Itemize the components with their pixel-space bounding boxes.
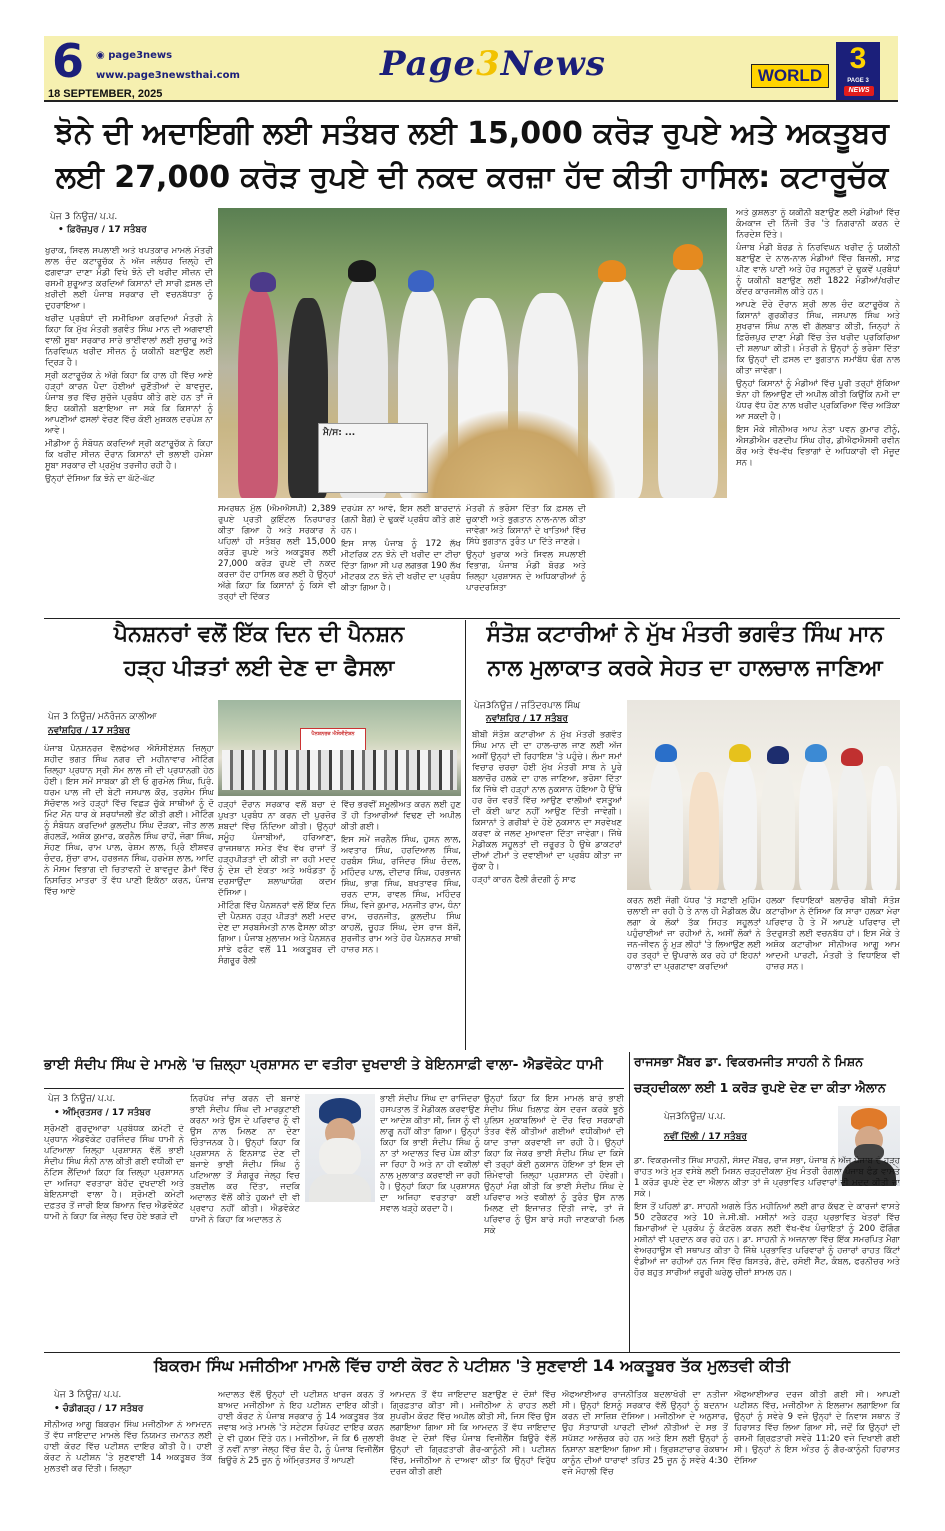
majithia-column-4: ਐਫਆਈਆਰ ਰਾਜਨੀਤਿਕ ਬਦਲਾਖੋਰੀ ਦਾ ਨਤੀਜਾ ਸੀ। ਉਨ੍ਹਾਂ ਇਸਨੂੰ ਸਰਕਾਰ ਵੱਲੋਂ ਉਨ੍ਹਾਂ ਨੂੰ ਬਦਨਾਮ ਕਰਨ ਦੀ ਸਾਜ਼ਿਸ਼ ਦੱਸਿਆ। ਮਜੀਠੀਆ ਦੇ ਅਨੁਸਾਰ, ਉਹ ਸੱਤਾਧਾਰੀ ਪਾਰਟੀ ਦੀਆਂ ਨੀਤੀਆਂ ਦੇ ਸਭ ਤੋਂ ਸਪੱਸ਼ਟ ਆਲੋਚਕ ਰਹੇ ਹਨ ਅਤੇ ਇਸ ਲਈ ਉਨ੍ਹਾਂ ਨੂੰ ਨਿਸ਼ਾਨਾ ਬਣਾਇਆ ਗਿਆ ਸੀ। ਭ੍ਰਿਸ਼ਟਾਚਾਰ ਰੋਕਥਾਮ ਕਾਨੂੰਨ ਦੀਆਂ ਧਾਰਾਵਾਂ ਤਹਿਤ 25 ਜੂਨ ਨੂੰ ਸਵੇਰੇ 4:30 ਵਜੇ ਮੋਹਾਲੀ ਵਿੱਚ [562, 1390, 728, 1477]
kataria-column-1 [472, 730, 622, 1050]
lead-paragraph: ਉਨ੍ਹਾਂ ਖੁਰਾਕ ਅਤੇ ਸਿਵਲ ਸਪਲਾਈ ਵਿਭਾਗ, ਪੰਜਾਬ ਮੰਡੀ ਬੋਰਡ ਅਤੇ ਜ਼ਿਲ੍ਹਾ ਪ੍ਰਸ਼ਾਸਨ ਦੇ ਅਧਿਕਾਰੀਆਂ ਨੂੰ ਪਾਰਦਰਸ਼ਿਤਾ [466, 550, 586, 593]
lead-paragraph: ਉਨ੍ਹਾਂ ਦੱਸਿਆ ਕਿ ਝੋਨੇ ਦਾ ਘੱਟੋ-ਘੱਟ [45, 474, 155, 484]
lead-dateline: • ਫ਼ਿਰੋਜ਼ਪੁਰ / 17 ਸਤੰਬਰ [58, 225, 147, 235]
section-divider [44, 1352, 900, 1353]
kataria-paragraph: ਕਰਨ ਲਈ ਜੰਗੀ ਪੱਧਰ 'ਤੇ ਸਫ਼ਾਈ ਮੁਹਿੰਮ ਚਲਾਈ ਜਾ ਰਹੀ ਹੈ ਤੇ ਨਾਲ ਹੀ ਮੈਡੀਕਲ ਕੈਂਪ ਲਗਾ ਕੇ ਲੋਕਾਂ ਤੱਕ ਸਿਹਤ ਸਹੂਲਤਾਂ ਪਹੁੰਚਾਈਆਂ ਜਾ ਰਹੀਆਂ ਨੇ, ਅਸੀਂ ਲੋਕਾਂ ਨੇ ਜਨ-ਜੀਵਨ ਨੂੰ ਮੁੜ ਲੀਹਾਂ 'ਤੇ ਲਿਆਉਣ ਲਈ ਹਰ ਤਰ੍ਹਾਂ ਦੇ ਉਪਰਾਲੇ ਕਰ ਰਹੇ ਹਾਂ ਇਹਨਾਂ ਹਾਲਾਤਾਂ ਦਾ ਪ੍ਰਗਟਾਵਾ ਕਰਦਿਆਂ [627, 896, 761, 972]
lead-column-2 [218, 504, 336, 616]
lead-paragraph: ਇਸ ਸਾਲ ਪੰਜਾਬ ਨੂੰ 172 ਲੱਖ ਮੀਟਰਿਕ ਟਨ ਝੋਨੇ ਦੀ ਖਰੀਦ ਦਾ ਟੀਚਾ ਦਿੱਤਾ ਗਿਆ ਸੀ ਪਰ ਲਗਭਗ 190 ਲੱਖ ਮੀਟਰਕ ਟਨ ਝੋਨੇ ਦੀ ਖਰੀਦ ਦਾ ਪ੍ਰਬੰਧ ਕੀਤਾ ਗਿਆ ਹੈ। [341, 539, 461, 593]
kataria-byline: ਪੇਜ3ਨਿਊਜ਼ / ਜਤਿੰਦਰਪਾਲ ਸਿੰਘ [474, 701, 581, 711]
dhami-column-2 [190, 1094, 300, 1348]
sahni-byline: ਪੇਜ3ਨਿਊਜ਼/ ਪ.ਪ. [664, 1112, 726, 1122]
dhami-column-3 [380, 1094, 480, 1348]
lead-column-3 [341, 504, 461, 616]
dhami-portrait-photo [305, 1094, 375, 1202]
kataria-dateline: ਨਵਾਂਸ਼ਹਿਰ / 17 ਸਤੰਬਰ [486, 714, 568, 724]
lead-paragraph: ਇਸ ਮੌਕੇ ਸੀਨੀਅਰ ਆਪ ਨੇਤਾ ਪਵਨ ਕੁਮਾਰ ਟੀਨੂੰ, ਐਸਡੀਐਮ ਰਣਦੀਪ ਸਿੰਘ ਹੀਰ, ਡੀਐਫਐਸਸੀ ਰਵੀਨ ਕੌਰ ਅਤੇ ਵੱਖ-ਵੱਖ ਵਿਭਾਗਾਂ ਦੇ ਅਧਿਕਾਰੀ ਵੀ ਮੌਜੂਦ ਸਨ। [736, 425, 900, 468]
lead-paragraph: ਸਮਰਥਨ ਮੁੱਲ (ਐਮਐਸਪੀ) 2,389 ਰੁਪਏ ਪ੍ਰਤੀ ਕੁਇੰਟਲ ਨਿਰਧਾਰਤ ਕੀਤਾ ਗਿਆ ਹੈ ਅਤੇ ਸਰਕਾਰ ਨੇ ਪਹਿਲਾਂ ਹੀ ਸਤੰਬਰ ਲਈ 15,000 ਕਰੋੜ ਰੁਪਏ ਅਤੇ ਅਕਤੂਬਰ ਲਈ 27,000 ਕਰੋੜ ਰੁਪਏ ਦੀ ਨਕਦ ਕਰਜ਼ਾ ਹੱਦ ਹਾਸਿਲ ਕਰ ਲਈ ਹੈ ਉਨ੍ਹਾਂ ਅੱਗੇ ਕਿਹਾ ਕਿ ਕਿਸਾਨਾਂ ਨੂੰ ਕਿਸੇ ਵੀ ਤਰ੍ਹਾਂ ਦੀ ਦਿੱਕਤ [218, 504, 336, 602]
pension-column-2 [218, 800, 336, 1050]
kataria-column-2 [627, 896, 761, 1050]
pension-dateline: ਨਵਾਂਸ਼ਹਿਰ / 17 ਸਤੰਬਰ [48, 726, 130, 736]
globe-icon: ◉ [96, 50, 109, 61]
page-number: 6 [52, 34, 85, 88]
kataria-paragraph: ਹਲਕਾ ਵਿਧਾਇਕਾਂ ਬਲਾਚੌਰ ਬੀਬੀ ਸੰਤੋਸ਼ ਕਟਾਰੀਆ ਨੇ ਦੱਸਿਆ ਕਿ ਸਾਰਾ ਹਲਕਾ ਮੇਰਾ ਪਰਿਵਾਰ ਹੈ ਤੇ ਮੈਂ ਆਪਣੇ ਪਰਿਵਾਰ ਦੀ ਤੰਦਰੁਸਤੀ ਲਈ ਵਚਨਬੱਧ ਹਾਂ। ਇਸ ਮੌਕੇ ਤੇ ਅਸ਼ੋਕ ਕਟਾਰੀਆ ਸੀਨੀਅਰ ਆਗੂ ਆਮ ਆਦਮੀ ਪਾਰਟੀ, ਮੰਤਰੀ ਤੇ ਵਿਧਾਇਕ ਵੀ ਹਾਜ਼ਰ ਸਨ। [766, 896, 900, 972]
lead-paragraph: ਆਪਣੇ ਦੌਰੇ ਦੌਰਾਨ ਸ਼੍ਰੀ ਲਾਲ ਚੰਦ ਕਟਾਰੂਚੱਕ ਨੇ ਕਿਸਾਨਾਂ ਗੁਰਕੀਰਤ ਸਿੰਘ, ਜਸਪਾਲ ਸਿੰਘ ਅਤੇ ਸੁਖਰਾਜ ਸਿੰਘ ਨਾਲ ਵੀ ਗੱਲਬਾਤ ਕੀਤੀ, ਜਿਨ੍ਹਾਂ ਨੇ ਫ਼ਿਰੋਜ਼ਪੁਰ ਦਾਣਾ ਮੰਡੀ ਵਿੱਚ ਤੇਜ਼ ਖਰੀਦ ਪ੍ਰਕਿਰਿਆ ਦੀ ਸ਼ਲਾਘਾ ਕੀਤੀ। ਮੰਤਰੀ ਨੇ ਉਨ੍ਹਾਂ ਨੂੰ ਭਰੋਸਾ ਦਿੱਤਾ ਕਿ ਉਨ੍ਹਾਂ ਦੀ ਫ਼ਸਲ ਦਾ ਭੁਗਤਾਨ ਸਮਾਂਬੱਧ ਢੰਗ ਨਾਲ ਕੀਤਾ ਜਾਵੇਗਾ। [736, 300, 900, 376]
section-label: WORLD [751, 64, 829, 88]
dhami-paragraph: ਨਿਰਪੱਖ ਜਾਂਚ ਕਰਨ ਦੀ ਬਜਾਏ ਭਾਈ ਸੰਦੀਪ ਸਿੰਘ ਦੀ ਮਾਰਕੁਟਾਈ ਕਰਨਾ ਅਤੇ ਉਸ ਦੇ ਪਰਿਵਾਰ ਨੂੰ ਵੀ ਉਸ ਨਾਲ ਮਿਲਣ ਨਾ ਦੇਣਾ ਚਿੰਤਾਜਨਕ ਹੈ। ਉਨ੍ਹਾਂ ਕਿਹਾ ਕਿ ਪ੍ਰਸ਼ਾਸਨ ਨੇ ਇਨਸਾਫ਼ ਦੇਣ ਦੀ ਬਜਾਏ ਭਾਈ ਸੰਦੀਪ ਸਿੰਘ ਨੂੰ ਪਟਿਆਲਾ ਤੋਂ ਸੰਗਰੂਰ ਜੇਲ੍ਹ ਵਿਚ ਤਬਦੀਲ ਕਰ ਦਿੱਤਾ, ਜਦਕਿ ਅਦਾਲਤ ਵੱਲੋਂ ਕੀਤੇ ਹੁਕਮਾਂ ਦੀ ਵੀ ਪ੍ਰਵਾਹ ਨਹੀਂ ਕੀਤੀ। ਐਡਵੋਕੇਟ ਧਾਮੀ ਨੇ ਕਿਹਾ ਕਿ ਅਦਾਲਤ ਨੇ [190, 1094, 300, 1225]
lead-paragraph: ਖੁਰਾਕ, ਸਿਵਲ ਸਪਲਾਈ ਅਤੇ ਖਪਤਕਾਰ ਮਾਮਲੇ ਮੰਤਰੀ ਲਾਲ ਚੰਦ ਕਟਾਰੂਚੱਕ ਨੇ ਅੱਜ ਜਲੰਧਰ ਜ਼ਿਲ੍ਹੇ ਦੀ ਫਗਵਾੜਾ ਦਾਣਾ ਮੰਡੀ ਵਿਖੇ ਝੋਨੇ ਦੀ ਖਰੀਦ ਸੀਜ਼ਨ ਦੀ ਰਸਮੀ ਸ਼ੁਰੂਆਤ ਕਰਦਿਆਂ ਕਿਸਾਨਾਂ ਦੀ ਸਾਰੀ ਫ਼ਸਲ ਦੀ ਖ਼ਰੀਦੀ ਲਈ ਪੰਜਾਬ ਸਰਕਾਰ ਦੀ ਵਚਨਬੱਧਤਾ ਨੂੰ ਦੁਹਰਾਇਆ। [45, 246, 213, 311]
kataria-photo [627, 700, 900, 890]
dhami-paragraph: ਭਾਈ ਸੰਦੀਪ ਸਿੰਘ ਦਾ ਰਾਜਿੰਦਰਾ ਹਸਪਤਾਲ ਤੋਂ ਮੈਡੀਕਲ ਕਰਵਾਉਣ ਦਾ ਆਦੇਸ਼ ਕੀਤਾ ਸੀ, ਜਿਸ ਨੂੰ ਵੀ ਲਾਗੂ ਨਹੀਂ ਕੀਤਾ ਗਿਆ। ਉਨ੍ਹਾਂ ਕਿਹਾ ਕਿ ਭਾਈ ਸੰਦੀਪ ਸਿੰਘ ਨੂੰ ਨਾ ਤਾਂ ਅਦਾਲਤ ਵਿਚ ਪੇਸ਼ ਕੀਤਾ ਜਾ ਰਿਹਾ ਹੈ ਅਤੇ ਨਾ ਹੀ ਵਕੀਲਾਂ ਨਾਲ ਮੁਲਾਕਾਤ ਕਰਵਾਈ ਜਾ ਰਹੀ ਹੈ। ਉਨ੍ਹਾਂ ਕਿਹਾ ਕਿ ਪ੍ਰਸ਼ਾਸਨ ਦਾ ਅਜਿਹਾ ਵਰਤਾਰਾ ਕਈ ਸਵਾਲ ਖੜ੍ਹੇ ਕਰਦਾ ਹੈ। [380, 1094, 480, 1214]
kataria-paragraph: ਹੜ੍ਹਾਂ ਕਾਰਨ ਫੈਲੀ ਗੰਦਗੀ ਨੂੰ ਸਾਫ [472, 875, 576, 885]
kataria-headline-line2: ਨਾਲ ਮੁਲਾਕਾਤ ਕਰਕੇ ਸੇਹਤ ਦਾ ਹਾਲਚਾਲ ਜਾਣਿਆ [487, 656, 883, 681]
logo-text: PAGE 3 [847, 78, 869, 84]
dhami-byline: ਪੇਜ 3 ਨਿਊਜ਼/ ਪ.ਪ. [48, 1094, 116, 1104]
lead-paragraph: ਮੰਤਰੀ ਨੇ ਭਰੋਸਾ ਦਿੱਤਾ ਕਿ ਫ਼ਸਲ ਦੀ ਚੁਕਾਈ ਅਤੇ ਭੁਗਤਾਨ ਨਾਲ-ਨਾਲ ਕੀਤਾ ਜਾਵੇਗਾ ਅਤੇ ਕਿਸਾਨਾਂ ਦੇ ਖਾਤਿਆਂ ਵਿੱਚ ਸਿੱਧੇ ਭੁਗਤਾਨ ਤੁਰੰਤ ਪਾ ਦਿੱਤੇ ਜਾਣਗੇ। [466, 504, 586, 547]
issue-date: 18 SEPTEMBER, 2025 [48, 88, 163, 100]
pension-paragraph: ਹੜ੍ਹਾਂ ਦੌਰਾਨ ਸਰਕਾਰ ਵਲੋਂ ਬਚਾ ਦੇ ਪੁਖਤਾ ਪ੍ਰਬੰਧ ਨਾ ਕਰਨ ਦੀ ਪੁਰਜ਼ੋਰ ਸ਼ਬਦਾਂ ਵਿੱਚ ਨਿੰਦਿਆ ਕੀਤੀ। ਉਨ੍ਹਾਂ ਸਮੂੰਹ ਪੰਜਾਬੀਆਂ, ਹਰਿਆਣਾ, ਰਾਜਸਥਾਨ ਸਮੇਤ ਵੱਖ ਵੱਖ ਰਾਜਾਂ ਤੋਂ ਹੜ੍ਹਪੀੜਤਾਂ ਦੀ ਕੀਤੀ ਜਾ ਰਹੀ ਮਦਦ ਨੂੰ ਦੇਸ਼ ਦੀ ਏਕਤਾ ਅਤੇ ਅਖੰਡਤਾ ਨੂੰ ਦਰਸਾਉਂਦਾ ਸ਼ਲਾਘਾਯੋਗ ਕਦਮ ਦੱਸਿਆ। [218, 800, 336, 898]
pension-headline-line1: ਪੈਨਸ਼ਨਰਾਂ ਵਲੋਂ ਇੱਕ ਦਿਨ ਦੀ ਪੈਨਸ਼ਨ [113, 622, 405, 647]
section-divider [44, 1088, 624, 1089]
pension-headline-line2: ਹੜ੍ਹ ਪੀੜਤਾਂ ਲਈ ਦੇਣ ਦਾ ਫੈਸਲਾ [123, 656, 395, 681]
logo-number: 3 [849, 42, 867, 75]
dhami-paragraph: ਸ਼੍ਰੋਮਣੀ ਗੁਰਦੁਆਰਾ ਪ੍ਰਬੰਧਕ ਕਮੇਟੀ ਦੇ ਪ੍ਰਧਾਨ ਐਡਵੋਕੇਟ ਹਰਜਿੰਦਰ ਸਿੰਘ ਧਾਮੀ ਨੇ ਪਟਿਆਲਾ ਜ਼ਿਲ੍ਹਾ ਪ੍ਰਸ਼ਾਸਨ ਵੱਲੋਂ ਭਾਈ ਸੰਦੀਪ ਸਿੰਘ ਸੰਨੀ ਨਾਲ ਕੀਤੀ ਗਈ ਵਧੀਕੀ ਦਾ ਨੋਟਿਸ ਲੈਂਦਿਆਂ ਕਿਹਾ ਕਿ ਜ਼ਿਲ੍ਹਾ ਪ੍ਰਸ਼ਾਸਨ ਦਾ ਅਜਿਹਾ ਵਰਤਾਰਾ ਬੇਹੱਦ ਦੁਖਦਾਈ ਅਤੇ ਬੇਇਨਸਾਫੀ ਵਾਲਾ ਹੈ। ਸ਼੍ਰੋਮਣੀ ਕਮੇਟੀ ਦਫ਼ਤਰ ਤੋਂ ਜਾਰੀ ਇਕ ਬਿਆਨ ਵਿਚ ਐਡਵੋਕੇਟ ਧਾਮੀ ਨੇ ਕਿਹਾ ਕਿ ਜੇਲ੍ਹ ਵਿਚ ਹੋਏ ਝਗੜੇ ਦੀ [44, 1124, 184, 1222]
lead-byline: ਪੇਜ 3 ਨਿਊਜ਼/ ਪ.ਪ. [50, 212, 118, 222]
section-divider [44, 618, 900, 619]
lead-column-4 [466, 504, 586, 616]
sahni-dateline: ਨਵੀਂ ਦਿੱਲੀ / 17 ਸਤੰਬਰ [664, 1132, 747, 1142]
lead-column-1 [45, 246, 213, 608]
lead-paragraph: ਉਨ੍ਹਾਂ ਕਿਸਾਨਾਂ ਨੂੰ ਮੰਡੀਆਂ ਵਿੱਚ ਪੂਰੀ ਤਰ੍ਹਾਂ ਸੁੱਕਿਆ ਝੋਨਾ ਹੀ ਲਿਆਉਣ ਦੀ ਅਪੀਲ ਕੀਤੀ ਕਿਉਂਕਿ ਨਮੀ ਦਾ ਪੱਧਰ ਵੱਧ ਹੋਣ ਨਾਲ ਖਰੀਦ ਪ੍ਰਕਿਰਿਆ ਵਿੱਚ ਅੜਿੱਕਾ ਆ ਸਕਦੀ ਹੈ। [736, 379, 900, 422]
sahni-paragraph: ਇਸ ਤੋਂ ਪਹਿਲਾਂ ਡਾ. ਸਾਹਨੀ ਅਗਲੇ ਤਿੰਨ ਮਹੀਨਿਆਂ ਲਈ ਗਾਰ ਕੱਢਣ ਦੇ ਕਾਰਜਾਂ ਵਾਸਤੇ 50 ਟਰੈਕਟਰ ਅਤੇ 10 ਜੇ.ਸੀ.ਬੀ. ਮਸ਼ੀਨਾਂ ਅਤੇ ਹੜ੍ਹ ਪ੍ਰਭਾਵਿਤ ਖੇਤਰਾਂ ਵਿੱਚ ਬਿਮਾਰੀਆਂ ਦੇ ਪ੍ਰਕੋਪ ਨੂੰ ਕੰਟਰੋਲ ਕਰਨ ਲਈ ਵੱਖ-ਵੱਖ ਪੰਚਾਇਤਾਂ ਨੂੰ 200 ਫੌਗਿੰਗ ਮਸ਼ੀਨਾਂ ਵੀ ਪ੍ਰਦਾਨ ਕਰ ਰਹੇ ਹਨ। ਡਾ. ਸਾਹਨੀ ਨੇ ਅਜਨਾਲਾ ਵਿੱਚ ਇੱਕ ਸਮਰਪਿਤ ਮੈਗਾ ਵੇਅਰਹਾਊਸ ਵੀ ਸਥਾਪਤ ਕੀਤਾ ਹੈ ਜਿੱਥੇ ਪ੍ਰਭਾਵਿਤ ਪਰਿਵਾਰਾਂ ਨੂੰ ਹਜ਼ਾਰਾਂ ਰਾਹਤ ਕਿੱਟਾਂ ਵੰਡੀਆਂ ਜਾ ਰਹੀਆਂ ਹਨ ਜਿਸ ਵਿੱਚ ਬਿਸਤਰੇ, ਗੱਦੇ, ਰਸੋਈ ਸੈੱਟ, ਕੰਬਲ, ਫਰਨੀਚਰ ਅਤੇ ਹੋਰ ਬਹੁਤ ਸਾਰੀਆਂ ਜ਼ਰੂਰੀ ਘਰੇਲੂ ਚੀਜ਼ਾਂ ਸ਼ਾਮਲ ਹਨ। [634, 1202, 900, 1278]
dhami-column-4 [484, 1094, 624, 1348]
lead-paragraph: ਦਰਪੇਸ਼ ਨਾ ਆਵੇ, ਇਸ ਲਈ ਬਾਰਦਾਨੇ (ਗਨੀ ਬੈਗ) ਦੇ ਢੁਕਵੇਂ ਪ੍ਰਬੰਧ ਕੀਤੇ ਗਏ ਹਨ। [341, 504, 461, 536]
lead-paragraph: ਪੰਜਾਬ ਮੰਡੀ ਬੋਰਡ ਨੇ ਨਿਰਵਿਘਨ ਖਰੀਦ ਨੂੰ ਯਕੀਨੀ ਬਣਾਉਣ ਦੇ ਨਾਲ-ਨਾਲ ਮੰਡੀਆਂ ਵਿੱਚ ਬਿਜਲੀ, ਸਾਫ਼ ਪੀਣ ਵਾਲੇ ਪਾਣੀ ਅਤੇ ਹੋਰ ਸਹੂਲਤਾਂ ਦੇ ਢੁਕਵੇਂ ਪ੍ਰਬੰਧਾਂ ਨੂੰ ਯਕੀਨੀ ਬਣਾਉਣ ਲਈ 1822 ਮੰਡੀਆਂ/ਖਰੀਦ ਕੇਂਦਰ ਕਾਰਜਸ਼ੀਲ ਕੀਤੇ ਹਨ। [736, 243, 900, 297]
dhami-dateline: • ਅੰਮ੍ਰਿਤਸਰ / 17 ਸਤੰਬਰ [54, 1108, 151, 1118]
logo-news-tag: NEWS [844, 86, 874, 96]
brand-logo: Page3News [380, 44, 606, 84]
site-name: ◉ page3news [96, 50, 173, 61]
lead-paragraph: ਅਤੇ ਕੁਸ਼ਲਤਾ ਨੂੰ ਯਕੀਨੀ ਬਣਾਉਣ ਲਈ ਮੰਡੀਆਂ ਵਿੱਚ ਕੰਮਕਾਜ ਦੀ ਨਿੱਜੀ ਤੌਰ 'ਤੇ ਨਿਗਰਾਨੀ ਕਰਨ ਦੇ ਨਿਰਦੇਸ਼ ਦਿੱਤੇ। [736, 208, 900, 240]
pension-paragraph: ਇਸ ਸਮੇਂ ਜਰਨੈਲ ਸਿੰਘ, ਹੁਸਨ ਲਾਲ, ਅਵਤਾਰ ਸਿੰਘ, ਹਰਦਿਆਲ ਸਿੰਘ, ਹਰਬੰਸ ਸਿੰਘ, ਰਜਿੰਦਰ ਸਿੰਘ ਚੰਦਲ, ਮਹਿੰਦਰ ਪਾਲ, ਦੀਦਾਰ ਸਿੰਘ, ਹਰਭਜਨ ਸਿੰਘ, ਭਾਗ ਸਿੰਘ, ਬਖਤਾਵਰ ਸਿੰਘ, ਚਰਨ ਦਾਸ, ਰਾਵਲ ਸਿੰਘ, ਮਹਿੰਦਰ ਸਿੰਘ, ਵਿਜੇ ਕੁਮਾਰ, ਮਨਜੀਤ ਰਾਮ, ਧੰਨਾ ਰਾਮ, ਚਰਨਜੀਤ, ਕੁਲਦੀਪ ਸਿੰਘ ਕਾਹਲੋਂ, ਚੂਹੜ ਸਿੰਘ, ਦੇਸ ਰਾਜ ਬੱਜੋਂ, ਸੁਰਜੀਤ ਰਾਮ ਅਤੇ ਹੋਰ ਪੈਨਸ਼ਨਰ ਸਾਥੀ ਹਾਜ਼ਰ ਸਨ। [341, 835, 461, 955]
kataria-headline-line1: ਸੰਤੋਸ਼ ਕਟਾਰੀਆਂ ਨੇ ਮੁੱਖ ਮੰਤਰੀ ਭਗਵੰਤ ਸਿੰਘ ਮਾਨ [486, 622, 884, 647]
pension-column-3 [341, 800, 461, 1050]
majithia-column-2: ਅਦਾਲਤ ਵੱਲੋਂ ਉਨ੍ਹਾਂ ਦੀ ਪਟੀਸ਼ਨ ਖਾਰਜ ਕਰਨ ਤੋਂ ਬਾਅਦ ਮਜੀਠੀਆ ਨੇ ਇਹ ਪਟੀਸ਼ਨ ਦਾਇਰ ਕੀਤੀ। ਹਾਈ ਕੋਰਟ ਨੇ ਪੰਜਾਬ ਸਰਕਾਰ ਨੂੰ 14 ਅਕਤੂਬਰ ਤੱਕ ਜਵਾਬ ਅਤੇ ਮਾਮਲੇ 'ਤੇ ਸਟੇਟਸ ਰਿਪੋਰਟ ਦਾਇਰ ਕਰਨ ਦੇ ਵੀ ਹੁਕਮ ਦਿੱਤੇ ਹਨ। ਮਜੀਠੀਆ, ਜੋ ਕਿ 6 ਜੁਲਾਈ ਤੋਂ ਨਵੀਂ ਨਾਭਾ ਜੇਲ੍ਹ ਵਿੱਚ ਬੰਦ ਹੈ, ਨੂੰ ਪੰਜਾਬ ਵਿਜੀਲੈਂਸ ਬਿਊਰੋ ਨੇ 25 ਜੂਨ ਨੂੰ ਅੰਮ੍ਰਿਤਸਰ ਤੋਂ ਆਪਣੀ [218, 1390, 384, 1466]
lead-photo [218, 208, 727, 498]
kataria-paragraph: ਬੀਬੀ ਸੰਤੋਸ਼ ਕਟਾਰੀਆ ਨੇ ਮੁੱਖ ਮੰਤਰੀ ਭਗਵੰਤ ਸਿੰਘ ਮਾਨ ਦੀ ਦਾ ਹਾਲ-ਚਾਲ ਜਾਣ ਲਈ ਅੱਜ ਅਸੀਂ ਉਨ੍ਹਾਂ ਦੀ ਰਿਹਾਇਸ਼ 'ਤੇ ਪਹੁੰਚੇ। ਲੰਮਾ ਸਮਾਂ ਵਿਚਾਰ ਚਰਚਾ ਹੋਈ ਮੁੱਖ ਮੰਤਰੀ ਸਾਬ ਨੇ ਪੂਰੇ ਬਲਾਚੌਰ ਹਲਕੇ ਦਾ ਹਾਲ ਜਾਣਿਆ, ਭਰੋਸਾ ਦਿੱਤਾ ਕਿ ਜਿੱਥੇ ਵੀ ਹੜ੍ਹਾਂ ਨਾਲ ਨੁਕਸਾਨ ਹੋਇਆ ਹੈ ਉੱਥੇ ਹਰ ਰੋਜ਼ ਵਰਤੋਂ ਵਿੱਚ ਆਉਣ ਵਾਲੀਆਂ ਵਸਤੂਆਂ ਦੀ ਕੋਈ ਘਾਟ ਨਹੀਂ ਆਉਣ ਦਿੱਤੀ ਜਾਵੇਗੀ। ਕਿਸਾਨਾਂ ਤੇ ਗਰੀਬਾਂ ਦੇ ਹੋਏ ਨੁਕਸਾਨ ਦਾ ਸਰਵੇਖਣ ਕਰਵਾ ਕੇ ਜਲਦ ਮੁਆਵਜ਼ਾ ਦਿੱਤਾ ਜਾਵੇਗਾ। ਜਿੱਥੇ ਮੈਡੀਕਲ ਸਹੂਲਤਾਂ ਦੀ ਜ਼ਰੂਰਤ ਹੈ ਉਥੇ ਡਾਕਟਰਾਂ ਦੀਆਂ ਟੀਮਾਂ ਤੇ ਦਵਾਈਆਂ ਦਾ ਪ੍ਰਬੰਧ ਕੀਤਾ ਜਾ ਚੁੱਕਾ ਹੈ। [472, 730, 622, 872]
lead-paragraph: ਖਰੀਦ ਪ੍ਰਬੰਧਾਂ ਦੀ ਸਮੀਖਿਆ ਕਰਦਿਆਂ ਮੰਤਰੀ ਨੇ ਕਿਹਾ ਕਿ ਮੁੱਖ ਮੰਤਰੀ ਭਗਵੰਤ ਸਿੰਘ ਮਾਨ ਦੀ ਅਗਵਾਈ ਵਾਲੀ ਸੂਬਾ ਸਰਕਾਰ ਸਾਰੇ ਭਾਈਵਾਲਾਂ ਲਈ ਸੁਚਾਰੂ ਅਤੇ ਨਿਰਵਿਘਨ ਖਰੀਦ ਸੀਜ਼ਨ ਨੂੰ ਯਕੀਨੀ ਬਣਾਉਣ ਲਈ ਦ੍ਰਿੜ ਹੈ। [45, 314, 213, 368]
pension-paragraph: ਵਿੱਚ ਭਰਵੀਂ ਸ਼ਮੂਲੀਅਤ ਕਰਨ ਲਈ ਹੁਣ ਤੋਂ ਹੀ ਤਿਆਰੀਆਂ ਵਿਢਣ ਦੀ ਅਪੀਲ ਕੀਤੀ ਗਈ। [341, 800, 461, 832]
pension-paragraph: ਪੰਜਾਬ ਪੈਨਸ਼ਨਰਜ਼ ਵੈਲਫੇਅਰ ਐਸੋਸੀਏਸ਼ਨ ਜ਼ਿਲ੍ਹਾ ਸ਼ਹੀਦ ਭਗਤ ਸਿੰਘ ਨਗਰ ਦੀ ਮਹੀਨਾਵਾਰ ਮੀਟਿੰਗ ਜ਼ਿਲ੍ਹਾ ਪ੍ਰਧਾਨ ਸ੍ਰੀ ਸੋਮ ਲਾਲ ਜੀ ਦੀ ਪ੍ਰਧਾਨਗੀ ਹੇਠ ਹੋਈ। ਇਸ ਸਮੇਂ ਸਾਬਕਾ ਡੀ ਈ ਓ ਗੁਰਮੇਲ ਸਿੰਘ, ਪ੍ਰਿੰ. ਧਰਮ ਪਾਲ ਜੀ ਦੀ ਬੇਟੀ ਜਸਪਾਲ ਕੌਰ, ਤਰਸੇਮ ਸਿੰਘ ਸੱਚੋਵਾਲ ਅਤੇ ਹੜ੍ਹਾਂ ਵਿੱਚ ਵਿਛੜ ਚੁੱਕੇ ਸਾਥੀਆਂ ਨੂੰ ਦੋ ਮਿੰਟ ਮੌਨ ਧਾਰ ਕੇ ਸ਼ਰਧਾਂਜਲੀ ਭੇਂਟ ਕੀਤੀ ਗਈ। ਮੀਟਿੰਗ ਨੂੰ ਸੰਬੋਧਨ ਕਰਦਿਆਂ ਕੁਲਦੀਪ ਸਿੰਘ ਦੌੜਕਾ, ਜੀਤ ਲਾਲ ਗੋਹਲੜੋਂ, ਅਸ਼ੋਕ ਕੁਮਾਰ, ਕਰਨੈਲ ਸਿੰਘ ਰਾਹੋਂ, ਜੋਗਾ ਸਿੰਘ, ਸੋਹਣ ਸਿੰਘ, ਰਾਮ ਪਾਲ, ਰੇਸ਼ਮ ਲਾਲ, ਪ੍ਰਿੰ ਈਸ਼ਵਰ ਚੰਦਰ, ਸੁੱਚਾ ਰਾਮ, ਹਰਭਜਨ ਸਿੰਘ, ਹਰਮੇਸ਼ ਲਾਲ, ਆਦਿ ਨੇ ਮੌਸਮ ਵਿਭਾਗ ਦੀ ਚਿਤਾਵਨੀ ਦੇ ਬਾਵਜੂਦ ਡੈਮਾਂ ਵਿੱਚ ਨਿਸਚਿਤ ਮਾਤਰਾ ਤੋਂ ਵੱਧ ਪਾਣੀ ਇਕੱਠਾ ਕਰਨ, ਪੰਜਾਬ ਵਿੱਚ ਆਏ [44, 744, 214, 897]
lead-paragraph: ਸ੍ਰੀ ਕਟਾਰੂਚੱਕ ਨੇ ਅੱਗੇ ਕਿਹਾ ਕਿ ਹਾਲ ਹੀ ਵਿੱਚ ਆਏ ਹੜ੍ਹਾਂ ਕਾਰਨ ਪੈਦਾ ਹੋਈਆਂ ਚੁਣੌਤੀਆਂ ਦੇ ਬਾਵਜੂਦ, ਪੰਜਾਬ ਭਰ ਵਿੱਚ ਸੁਚੱਜੇ ਪ੍ਰਬੰਧ ਕੀਤੇ ਗਏ ਹਨ ਤਾਂ ਜੋ ਇਹ ਯਕੀਨੀ ਬਣਾਇਆ ਜਾ ਸਕੇ ਕਿ ਕਿਸਾਨਾਂ ਨੂੰ ਆਪਣੀਆਂ ਫਸਲਾਂ ਵੇਚਣ ਵਿੱਚ ਕੋਈ ਮੁਸ਼ਕਲ ਦਰਪੇਸ਼ ਨਾ ਆਵੇ। [45, 371, 213, 436]
lead-headline-line2: ਲਈ 27,000 ਕਰੋੜ ਰੁਪਏ ਦੀ ਨਕਦ ਕਰਜ਼ਾ ਹੱਦ ਕੀਤੀ ਹਾਸਿਲ: ਕਟਾਰੂਚੱਕ [55, 160, 889, 195]
majithia-column-1: ਸੀਨੀਅਰ ਆਗੂ ਬਿਕਰਮ ਸਿੰਘ ਮਜੀਠੀਆ ਨੇ ਆਮਦਨ ਤੋਂ ਵੱਧ ਜਾਇਦਾਦ ਮਾਮਲੇ ਵਿੱਚ ਨਿਯਮਤ ਜ਼ਮਾਨਤ ਲਈ ਹਾਈ ਕੋਰਟ ਵਿੱਚ ਪਟੀਸ਼ਨ ਦਾਇਰ ਕੀਤੀ ਹੈ। ਹਾਈ ਕੋਰਟ ਨੇ ਪਟੀਸ਼ਨ 'ਤੇ ਸੁਣਵਾਈ 14 ਅਕਤੂਬਰ ਤੱਕ ਮੁਲਤਵੀ ਕਰ ਦਿੱਤੀ। ਜ਼ਿਲ੍ਹਾ [44, 1420, 212, 1474]
pension-paragraph: ਮੀਟਿੰਗ ਵਿੱਚ ਪੈਨਸ਼ਨਰਾਂ ਵਲੋਂ ਇੱਕ ਦਿਨ ਦੀ ਪੈਨਸ਼ਨ ਹੜ੍ਹ ਪੀੜਤਾਂ ਲਈ ਮਦਦ ਦੇਣ ਦਾ ਸਰਬਸੰਮਤੀ ਨਾਲ ਫੈਸਲਾ ਕੀਤਾ ਗਿਆ। ਪੰਜਾਬ ਮੁਲਾਜ਼ਮ ਅਤੇ ਪੈਨਸ਼ਨਰ ਸਾਂਝੇ ਫਰੰਟ ਵਲੋਂ 11 ਅਕਤੂਬਰ ਦੀ ਸੰਗਰੂਰ ਰੈਲੀ [218, 901, 336, 966]
pension-photo [218, 700, 461, 796]
majithia-headline: ਬਿਕਰਮ ਸਿੰਘ ਮਜੀਠੀਆ ਮਾਮਲੇ ਵਿੱਚ ਹਾਈ ਕੋਰਟ ਨੇ ਪਟੀਸ਼ਨ 'ਤੇ ਸੁਣਵਾਈ 14 ਅਕਤੂਬਰ ਤੱਕ ਮੁਲਤਵੀ ਕੀਤੀ [153, 1356, 791, 1375]
dhami-paragraph: ਉਨ੍ਹਾਂ ਕਿਹਾ ਕਿ ਇਸ ਮਾਮਲੇ ਬਾਰੇ ਭਾਈ ਸੰਦੀਪ ਸਿੰਘ ਖ਼ਿਲਾਫ਼ ਕੇਸ ਦਰਜ ਕਰਕੇ ਝੂਠੇ ਪੁਲਿਸ ਮੁਕਾਬਲਿਆਂ ਦੇ ਦੌਰ ਵਿਚ ਸਰਕਾਰੀ ਤੰਤਰ ਵੱਲੋਂ ਕੀਤੀਆਂ ਗਈਆਂ ਵਧੀਕੀਆਂ ਦੀ ਯਾਦ ਤਾਜ਼ਾ ਕਰਵਾਈ ਜਾ ਰਹੀ ਹੈ। ਉਨ੍ਹਾਂ ਕਿਹਾ ਕਿ ਜੇਕਰ ਭਾਈ ਸੰਦੀਪ ਸਿੰਘ ਦਾ ਕਿਸੇ ਵੀ ਤਰ੍ਹਾਂ ਕੋਈ ਨੁਕਸਾਨ ਹੋਇਆ ਤਾਂ ਇਸ ਦੀ ਜ਼ਿੰਮੇਵਾਰੀ ਜ਼ਿਲ੍ਹਾ ਪ੍ਰਸ਼ਾਸਨ ਦੀ ਹੋਵੇਗੀ। ਉਨ੍ਹਾਂ ਮੰਗ ਕੀਤੀ ਕਿ ਭਾਈ ਸੰਦੀਪ ਸਿੰਘ ਦੇ ਪਰਿਵਾਰ ਅਤੇ ਵਕੀਲਾਂ ਨੂੰ ਤੁਰੰਤ ਉਸ ਨਾਲ ਮਿਲਣ ਦੀ ਇਜਾਜ਼ਤ ਦਿੱਤੀ ਜਾਵੇ, ਤਾਂ ਜੋ ਪਰਿਵਾਰ ਨੂੰ ਉਸ ਬਾਰੇ ਸਹੀ ਜਾਣਕਾਰੀ ਮਿਲ ਸਕੇ [484, 1094, 624, 1236]
majithia-byline: ਪੇਜ 3 ਨਿਊਜ਼/ ਪ.ਪ. [54, 1390, 122, 1400]
lead-paragraph: ਮੀਡੀਆ ਨੂੰ ਸੰਬੋਧਨ ਕਰਦਿਆਂ ਸ੍ਰੀ ਕਟਾਰੂਚੱਕ ਨੇ ਕਿਹਾ ਕਿ ਖਰੀਦ ਸੀਜ਼ਨ ਦੌਰਾਨ ਕਿਸਾਨਾਂ ਦੀ ਭਲਾਈ ਹਮੇਸ਼ਾ ਸੂਬਾ ਸਰਕਾਰ ਦੀ ਪ੍ਰਮੁੱਖ ਤਰਜੀਹ ਰਹੀ ਹੈ। [45, 439, 213, 471]
dhami-column-1 [44, 1124, 184, 1348]
dhami-headline: ਭਾਈ ਸੰਦੀਪ ਸਿੰਘ ਦੇ ਮਾਮਲੇ 'ਚ ਜ਼ਿਲ੍ਹਾ ਪ੍ਰਸ਼ਾਸਨ ਦਾ ਵਤੀਰਾ ਦੁਖਦਾਈ ਤੇ ਬੇਇਨਸਾਫ਼ੀ ਵਾਲਾ- ਐਡਵੋਕੇਟ ਧਾਮੀ [44, 1057, 603, 1073]
pension-column-1 [44, 744, 214, 1049]
page3-logo [836, 42, 880, 100]
column-divider [629, 1052, 630, 1352]
kataria-column-3 [766, 896, 900, 1050]
sahni-body [634, 1156, 900, 1348]
majithia-column-5: ਐਫਆਈਆਰ ਦਰਜ ਕੀਤੀ ਗਈ ਸੀ। ਆਪਣੀ ਪਟੀਸ਼ਨ ਵਿੱਚ, ਮਜੀਠੀਆ ਨੇ ਇਲਜ਼ਾਮ ਲਗਾਇਆ ਕਿ ਉਨ੍ਹਾਂ ਨੂੰ ਸਵੇਰੇ 9 ਵਜੇ ਉਨ੍ਹਾਂ ਦੇ ਨਿਵਾਸ ਸਥਾਨ ਤੋਂ ਹਿਰਾਸਤ ਵਿੱਚ ਲਿਆ ਗਿਆ ਸੀ, ਜਦੋਂ ਕਿ ਉਨ੍ਹਾਂ ਦੀ ਰਸਮੀ ਗ੍ਰਿਫ਼ਤਾਰੀ ਸਵੇਰੇ 11:20 ਵਜੇ ਦਿਖਾਈ ਗਈ ਸੀ। ਉਨ੍ਹਾਂ ਨੇ ਇਸ ਅੰਤਰ ਨੂੰ ਗੈਰ-ਕਾਨੂੰਨੀ ਹਿਰਾਸਤ ਦੱਸਿਆ [734, 1390, 900, 1466]
photo-banner: ਪੈਨਸ਼ਨਰਜ਼ ਐਸੋਸੀਏਸ਼ਨ [300, 728, 366, 758]
sahni-headline-line1: ਰਾਜਸਭਾ ਮੈਂਬਰ ਡਾ. ਵਿਕਰਮਜੀਤ ਸਾਹਨੀ ਨੇ ਮਿਸ਼ਨ [634, 1054, 864, 1069]
lead-column-5 [736, 208, 900, 616]
site-url[interactable]: www.page3newsthai.com [96, 70, 240, 81]
sahni-paragraph: ਡਾ. ਵਿਕਰਮਜੀਤ ਸਿੰਘ ਸਾਹਨੀ, ਸੰਸਦ ਮੈਂਬਰ, ਰਾਜ ਸਭਾ, ਪੰਜਾਬ ਨੇ ਅੱਜ ਪੰਜਾਬ ਦੇ ਹੜ੍ਹ ਰਾਹਤ ਅਤੇ ਮੁੜ ਵਸੇਬੇ ਲਈ ਮਿਸ਼ਨ ਚੜ੍ਹਦੀਕਲਾ ਮੁੱਖ ਮੰਤਰੀ ਰੰਗਲਾ ਪੰਜਾਬ ਫੰਡ ਵਾਸਤੇ 1 ਕਰੋੜ ਰੁਪਏ ਦੇਣ ਦਾ ਐਲਾਨ ਕੀਤਾ ਤਾਂ ਜੋ ਪ੍ਰਭਾਵਿਤ ਪਰਿਵਾਰਾਂ ਦੀ ਮਦਦ ਕੀਤੀ ਜਾ ਸਕੇ। [634, 1156, 900, 1199]
majithia-column-3: ਆਮਦਨ ਤੋਂ ਵੱਧ ਜਾਇਦਾਦ ਬਣਾਉਣ ਦੇ ਦੋਸ਼ਾਂ ਵਿੱਚ ਗ੍ਰਿਫ਼ਤਾਰ ਕੀਤਾ ਸੀ। ਮਜੀਠੀਆ ਨੇ ਰਾਹਤ ਲਈ ਸੁਪਰੀਮ ਕੋਰਟ ਵਿੱਚ ਅਪੀਲ ਕੀਤੀ ਸੀ, ਜਿਸ ਵਿੱਚ ਉਸ ਲਗਾਇਆ ਗਿਆ ਸੀ ਕਿ ਆਮਦਨ ਤੋਂ ਵੱਧ ਜਾਇਦਾਦ ਰੱਖਣ ਦੇ ਦੋਸ਼ਾਂ ਵਿੱਚ ਪੰਜਾਬ ਵਿਜੀਲੈਂਸ ਬਿਊਰੋ ਵੱਲੋਂ ਉਨ੍ਹਾਂ ਦੀ ਗ੍ਰਿਫ਼ਤਾਰੀ ਗੈਰ-ਕਾਨੂੰਨੀ ਸੀ। ਪਟੀਸ਼ਨ ਵਿੱਚ, ਮਜੀਠੀਆ ਨੇ ਦਾਅਵਾ ਕੀਤਾ ਕਿ ਉਨ੍ਹਾਂ ਵਿਰੁੱਧ ਦਰਜ ਕੀਤੀ ਗਈ [390, 1390, 556, 1477]
column-divider [465, 620, 466, 1050]
photo-sign-card: ਮੈ/ਸ: ... [318, 423, 428, 493]
sahni-headline-line2: ਚੜ੍ਹਦੀਕਲਾ ਲਈ 1 ਕਰੋੜ ਰੁਪਏ ਦੇਣ ਦਾ ਕੀਤਾ ਐਲਾਨ [634, 1080, 886, 1095]
lead-headline-line1: ਝੋਨੇ ਦੀ ਅਦਾਇਗੀ ਲਈ ਸਤੰਬਰ ਲਈ 15,000 ਕਰੋੜ ਰੁਪਏ ਅਤੇ ਅਕਤੂਬਰ [54, 116, 889, 151]
pension-byline: ਪੇਜ 3 ਨਿਊਜ਼/ ਮਨੋਰੰਜਨ ਕਾਲੀਆ [48, 712, 157, 722]
majithia-dateline: • ਚੰਡੀਗੜ੍ਹ / 17 ਸਤੰਬਰ [54, 1404, 144, 1414]
